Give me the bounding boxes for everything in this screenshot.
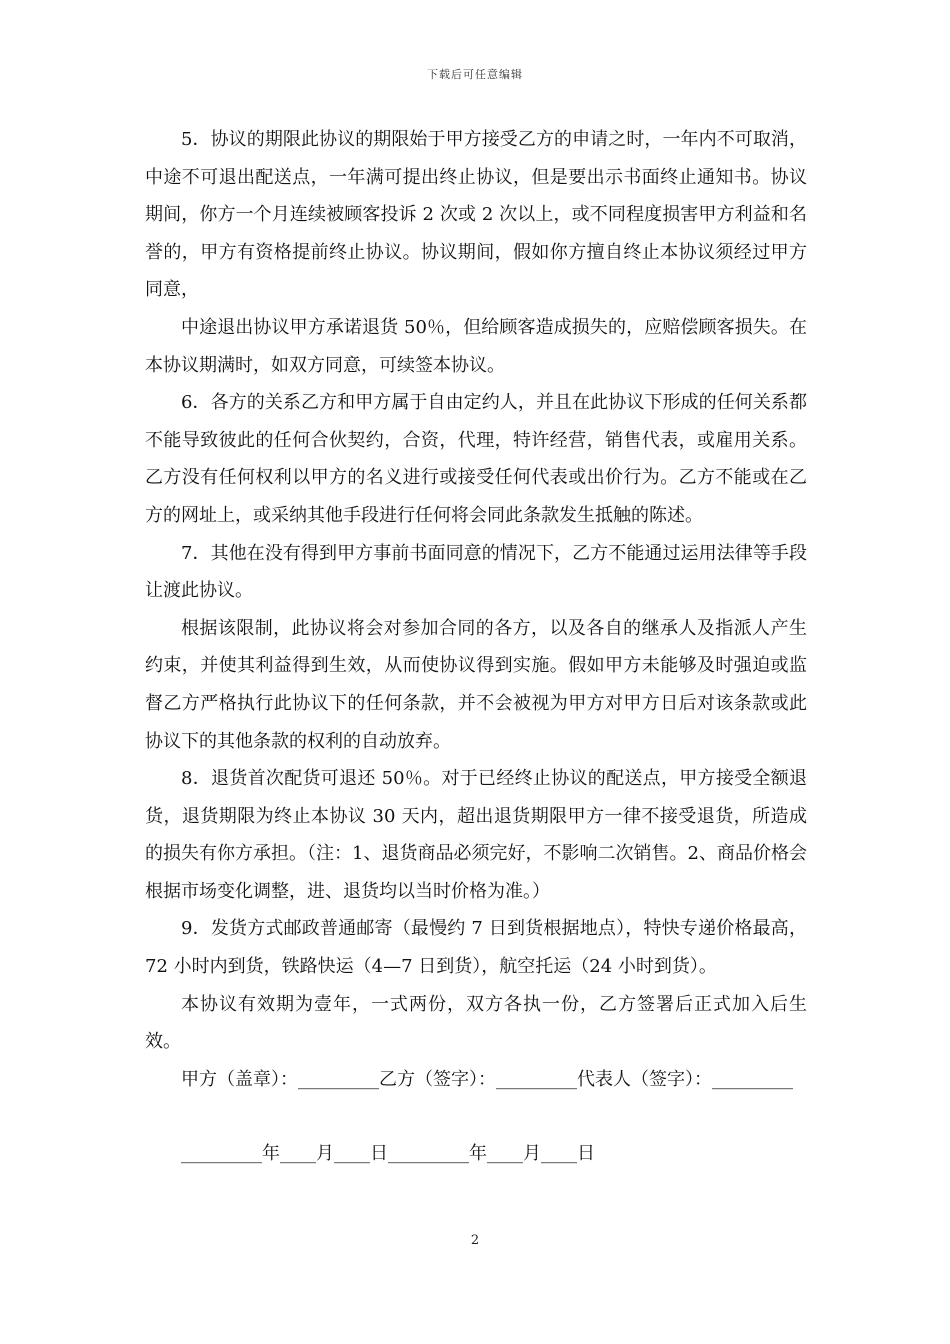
- clause-6-paragraph: 6．各方的关系乙方和甲方属于自由定约人，并且在此协议下形成的任何关系都不能导致彼此的任何合伙契约，合资，代理，特许经营，销售代表，或雇用关系。乙方没有任何权利以甲方的名义进行或接受任何代表或出价行为。乙方不能或在乙方的网址上，或采纳其他手段进行任何将会同此条款发生抵触的陈述。: [145, 392, 807, 526]
- clause-5-paragraph: 5．协议的期限此协议的期限始于甲方接受乙方的申请之时，一年内不可取消，中途不可退出配送点，一年满可提出终止协议，但是要出示书面终止通知书。协议期间，你方一个月连续被顾客投诉 2 次或 2 次以上，或不同程度损害甲方利益和名誉的，甲方有资格提前终止协议。协议期间，假如你方擅自终止本协议须经过甲方同意，: [145, 129, 807, 301]
- clause-7-paragraph: 7．其他在没有得到甲方事前书面同意的情况下，乙方不能通过运用法律等手段让渡此协议。: [145, 542, 807, 602]
- clause-8-paragraph: 8．退货首次配货可退还 50％。对于已经终止协议的配送点，甲方接受全额退货，退货期限为终止本协议 30 天内，超出退货期限甲方一律不接受退货，所造成的损失有你方承担。（注：1、退货商品必须完好，不影响二次销售。2、商品价格会根据市场变化调整，进、退货均以当时价格为准。）: [145, 768, 807, 902]
- date-line: _________年____月____日_________年____月____日: [181, 1143, 595, 1165]
- page-header: 下载后可任意编辑: [427, 68, 523, 81]
- restriction-paragraph: 根据该限制，此协议将会对参加合同的各方，以及各自的继承人及指派人产生约束，并使其利益得到生效，从而使协议得到实施。假如甲方未能够及时强迫或监督乙方严格执行此协议下的任何条款，并不会被视为甲方对甲方日后对该条款或此协议下的其他条款的权利的自动放弃。: [145, 617, 807, 752]
- page-number: 2: [470, 1233, 480, 1248]
- early-termination-paragraph: 中途退出协议甲方承诺退货 50％，但给顾客造成损失的，应赔偿顾客损失。在本协议期满时，如双方同意，可续签本协议。: [145, 316, 807, 376]
- clause-9-paragraph: 9．发货方式邮政普通邮寄（最慢约 7 日到货根据地点），特快专递价格最高，72 小时内到货，铁路快运（4—7 日到货），航空托运（24 小时到货）。: [145, 918, 807, 978]
- signature-line: 甲方（盖章）：_________乙方（签字）：_________代表人（签字）：_________: [181, 1068, 793, 1090]
- document-body: [145, 121, 807, 1173]
- validity-paragraph: 本协议有效期为壹年，一式两份，双方各执一份，乙方签署后正式加入后生效。: [145, 993, 807, 1053]
